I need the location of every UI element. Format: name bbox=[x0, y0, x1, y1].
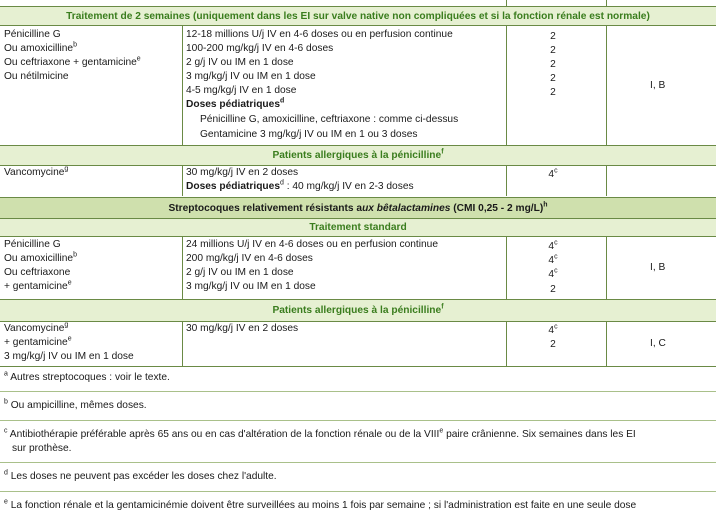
dose-text: 30 mg/kg/j IV en 2 doses bbox=[186, 323, 299, 334]
row-divider bbox=[0, 420, 716, 421]
col-divider bbox=[506, 166, 507, 196]
dose-text: 4-5 mg/kg/j IV en 1 dose bbox=[186, 85, 297, 96]
row-divider bbox=[0, 491, 716, 492]
dose-text: 3 mg/kg/j IV ou IM en 1 dose bbox=[186, 281, 316, 292]
drug-name: Vancomycine$^g$ bbox=[4, 165, 69, 178]
recommendation-class: I, C bbox=[650, 338, 666, 349]
section-header bbox=[0, 7, 716, 25]
drug-name: + gentamicine$^e$ bbox=[4, 279, 72, 292]
section-title bbox=[0, 198, 716, 218]
dose-text: 12-18 millions U/j IV en 4-6 doses ou en perfusion continue bbox=[186, 29, 453, 40]
section-header bbox=[0, 146, 716, 165]
duration: 4$^c$ bbox=[548, 239, 558, 252]
row-divider bbox=[0, 366, 716, 367]
duration: 4$^c$ bbox=[548, 253, 558, 266]
section-header-text: Patients allergiques à la pénicilline$^f$ bbox=[272, 303, 444, 316]
duration: 2 bbox=[550, 31, 556, 42]
drug-name: Ou amoxicilline$^b$ bbox=[4, 41, 77, 54]
section-header-text: Patients allergiques à la pénicilline$^f$ bbox=[272, 148, 444, 161]
dose-text: 30 mg/kg/j IV en 2 doses bbox=[186, 167, 299, 178]
dose-text: 3 mg/kg/j IV ou IM en 1 dose bbox=[186, 71, 316, 82]
drug-name: Ou ceftriaxone bbox=[4, 267, 71, 278]
duration: 4$^c$ bbox=[548, 267, 558, 280]
col-divider bbox=[606, 322, 607, 366]
dose-text: 200 mg/kg/j IV en 4-6 doses bbox=[186, 253, 313, 264]
duration: 2 bbox=[550, 73, 556, 84]
section-header-text: Traitement standard bbox=[309, 222, 407, 233]
recommendation-class: I, B bbox=[650, 262, 666, 273]
col-divider bbox=[506, 26, 507, 145]
col-divider bbox=[506, 322, 507, 366]
section-header-text: Traitement de 2 semaines (uniquement dans les EI sur valve native non compliquées et si la fonction rénale est normale) bbox=[66, 10, 650, 22]
col-divider bbox=[182, 322, 183, 366]
row-divider bbox=[0, 236, 716, 237]
footnote: $^a$ Autres streptocoques : voir le texte. bbox=[4, 370, 170, 383]
duration: 2 bbox=[550, 87, 556, 98]
footnote: $^d$ Les doses ne peuvent pas excéder les doses chez l'adulte. bbox=[4, 469, 277, 482]
pediatric-dose: Doses pédiatriques$^d$ : 40 mg/kg/j IV en 2-3 doses bbox=[186, 179, 414, 192]
section-title-text: Streptocoques relativement résistants aux bêtalactamines (CMI 0,25 - 2 mg/L)$^h$ bbox=[168, 201, 548, 214]
col-divider bbox=[182, 166, 183, 196]
duration: 2 bbox=[550, 339, 556, 350]
row-divider bbox=[0, 391, 716, 392]
dose-text: 24 millions U/j IV en 4-6 doses ou en perfusion continue bbox=[186, 239, 439, 250]
row-divider bbox=[0, 165, 716, 166]
drug-name: Ou amoxicilline$^b$ bbox=[4, 251, 77, 264]
duration: 2 bbox=[550, 45, 556, 56]
footnote: $^c$ Antibiothérapie préférable après 65 ans ou en cas d'altération de la fonction rénale ou de la VIIIe paire crânienne. Six semaines dans les EI bbox=[4, 427, 636, 440]
drug-name: 3 mg/kg/j IV ou IM en 1 dose bbox=[4, 351, 134, 362]
duration: 4$^c$ bbox=[548, 167, 558, 180]
section-header bbox=[0, 300, 716, 321]
footnote: $^e$ La fonction rénale et la gentamicinémie doivent être surveillées au moins 1 fois par semaine ; si l'administration est faite en une seule dose bbox=[4, 498, 637, 511]
duration: 4$^c$ bbox=[548, 323, 558, 336]
pediatric-dose: Gentamicine 3 mg/kg/j IV ou IM en 1 ou 3 doses bbox=[200, 129, 418, 140]
section-header bbox=[0, 219, 716, 236]
dose-text: 100-200 mg/kg/j IV en 4-6 doses bbox=[186, 43, 334, 54]
drug-name: Pénicilline G bbox=[4, 29, 61, 40]
drug-name: Vancomycine$^g$ bbox=[4, 321, 69, 334]
dose-text: 2 g/j IV ou IM en 1 dose bbox=[186, 57, 294, 68]
recommendation-class: I, B bbox=[650, 80, 666, 91]
row-divider bbox=[0, 321, 716, 322]
drug-name: Pénicilline G bbox=[4, 239, 61, 250]
pediatric-dose: Pénicilline G, amoxicilline, ceftriaxone : comme ci-dessus bbox=[200, 114, 459, 125]
col-divider bbox=[182, 26, 183, 145]
drug-name: Ou nétilmicine bbox=[4, 71, 69, 82]
drug-name: + gentamicine$^e$ bbox=[4, 335, 72, 348]
col-divider bbox=[506, 237, 507, 299]
col-divider bbox=[606, 26, 607, 145]
footnote: $^b$ Ou ampicilline, mêmes doses. bbox=[4, 398, 147, 411]
col-divider bbox=[606, 237, 607, 299]
dose-text: 2 g/j IV ou IM en 1 dose bbox=[186, 267, 294, 278]
footnote-continuation: sur prothèse. bbox=[12, 443, 72, 454]
col-divider bbox=[182, 237, 183, 299]
pediatric-label: Doses pédiatriques$^d$ bbox=[186, 97, 285, 110]
col-divider bbox=[606, 166, 607, 196]
row-divider bbox=[0, 462, 716, 463]
drug-name: Ou ceftriaxone + gentamicine$^e$ bbox=[4, 55, 141, 68]
duration: 2 bbox=[550, 284, 556, 295]
duration: 2 bbox=[550, 59, 556, 70]
row-divider bbox=[0, 25, 716, 26]
